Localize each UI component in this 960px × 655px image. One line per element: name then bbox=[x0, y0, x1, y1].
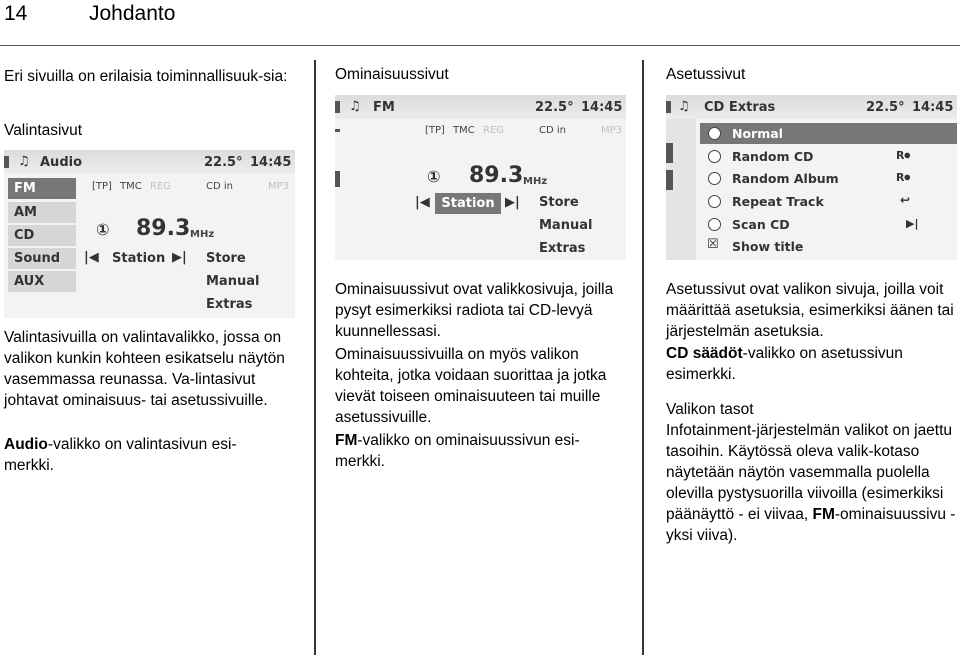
radio-random-album-icon bbox=[708, 172, 721, 185]
menu-item-cd: CD bbox=[8, 225, 76, 246]
option-normal: Normal bbox=[732, 126, 783, 141]
menu-item-sound: Sound bbox=[8, 248, 76, 269]
frequency: 89.3 bbox=[469, 163, 524, 188]
menu-item-am: AM bbox=[8, 202, 76, 223]
col1-paragraph-2-rest: -valikko on valintasivun esi-merkki. bbox=[4, 436, 237, 474]
station-button: Station bbox=[435, 193, 501, 214]
col3-paragraph-3-a: Infotainment-järjestelmän valikot on jaettu tasoihin. Käytössä oleva valik-kotaso näytetään näytön vasemmalla puolella olevilla pystysuorilla viivoilla (esimerkiksi päänäyttö - ei viivaa, bbox=[666, 422, 953, 523]
screen-title: CD Extras bbox=[704, 100, 776, 115]
audio-menu-name: Audio bbox=[4, 436, 48, 453]
store-label: Store bbox=[539, 195, 579, 210]
frequency-unit: MHz bbox=[523, 176, 548, 187]
page-number: 14 bbox=[4, 2, 28, 25]
screen-temp: 22.5° bbox=[535, 100, 574, 115]
mp3-label: MP3 bbox=[268, 181, 290, 192]
tp-label: [TP] bbox=[92, 181, 112, 192]
fm-menu-name-2: FM bbox=[812, 506, 835, 523]
tp-label: [TP] bbox=[425, 125, 445, 136]
music-note-icon: ♫ bbox=[678, 99, 690, 114]
header-rule bbox=[0, 45, 960, 46]
col2-paragraph-3-rest: -valikko on ominaisuussivun esi-merkki. bbox=[335, 432, 580, 470]
chapter-title: Johdanto bbox=[89, 2, 176, 25]
option-random-cd: Random CD bbox=[732, 149, 814, 164]
preset-icon: ① bbox=[427, 167, 441, 186]
checkbox-show-title-icon: ☒ bbox=[707, 237, 719, 252]
tmc-label: TMC bbox=[453, 125, 475, 136]
heading-asetussivut: Asetussivut bbox=[666, 66, 746, 83]
col3-paragraph-3-b: -ominaisuussivu - yksi viiva). bbox=[666, 506, 956, 544]
station-label: Station bbox=[112, 251, 166, 266]
radio-normal-icon bbox=[708, 127, 721, 140]
col3-paragraph-1: Asetussivut ovat valikon sivuja, joilla voit määrittää asetuksia, esimerkiksi äänen tai järjestelmän asetuksia. bbox=[666, 281, 954, 340]
option-scan-cd: Scan CD bbox=[732, 217, 790, 232]
screen-title: Audio bbox=[40, 155, 83, 170]
frequency-unit: MHz bbox=[190, 229, 215, 240]
screen-temp: 22.5° bbox=[204, 155, 243, 170]
heading-valintasivut: Valintasivut bbox=[4, 122, 83, 139]
screen-temp: 22.5° bbox=[866, 100, 905, 115]
mp3-label: MP3 bbox=[601, 125, 623, 136]
heading-valikon-tasot: Valikon tasot bbox=[666, 401, 754, 418]
repeat-icon: ↩ bbox=[900, 193, 911, 207]
screen-time: 14:45 bbox=[912, 100, 954, 115]
cd-saadot-menu-name: CD säädöt bbox=[666, 345, 743, 362]
seek-back-icon: |◀ bbox=[84, 250, 99, 265]
manual-label: Manual bbox=[539, 218, 593, 233]
cdin-label: CD in bbox=[206, 181, 233, 192]
seek-forward-icon: ▶| bbox=[505, 195, 520, 210]
col2-paragraph-3 bbox=[335, 430, 615, 472]
menu-item-fm: FM bbox=[8, 178, 76, 199]
tmc-label: TMC bbox=[120, 181, 142, 192]
store-label: Store bbox=[206, 251, 246, 266]
frequency: 89.3 bbox=[136, 216, 191, 241]
option-repeat-track: Repeat Track bbox=[732, 194, 824, 209]
extras-label: Extras bbox=[206, 297, 253, 312]
reg-label: REG bbox=[483, 125, 505, 136]
col3-paragraph-3 bbox=[666, 420, 958, 546]
radio-repeat-track-icon bbox=[708, 195, 721, 208]
fm-menu-name: FM bbox=[335, 432, 358, 449]
seek-back-icon: |◀ bbox=[415, 195, 430, 210]
random-album-icon: R⏺ bbox=[896, 171, 910, 184]
fm-screen-image bbox=[335, 95, 626, 260]
music-note-icon: ♫ bbox=[349, 99, 361, 114]
scan-icon: ▶| bbox=[906, 217, 919, 230]
seek-forward-icon: ▶| bbox=[172, 250, 187, 265]
random-icon: R⏺ bbox=[896, 149, 910, 162]
cdin-label: CD in bbox=[539, 125, 566, 136]
screen-title: FM bbox=[373, 100, 395, 115]
screen-time: 14:45 bbox=[250, 155, 292, 170]
menu-item-aux: AUX bbox=[8, 271, 76, 292]
radio-random-cd-icon bbox=[708, 150, 721, 163]
intro-text: Eri sivuilla on erilaisia toiminnallisuuk-sia: bbox=[4, 68, 288, 85]
radio-scan-cd-icon bbox=[708, 218, 721, 231]
col1-paragraph-1: Valintasivuilla on valintavalikko, jossa on valikon kunkin kohteen esikatselu näytön vasemmassa reunassa. Va-lintasivut johtavat ominaisuus- tai asetussivuille. bbox=[4, 329, 285, 409]
manual-label: Manual bbox=[206, 274, 260, 289]
col1-paragraph-2 bbox=[4, 434, 284, 476]
option-random-album: Random Album bbox=[732, 171, 839, 186]
option-show-title: Show title bbox=[732, 239, 804, 254]
preset-icon: ① bbox=[96, 220, 110, 239]
reg-label: REG bbox=[150, 181, 172, 192]
col2-paragraph-2: Ominaisuussivuilla on myös valikon kohteita, jotka voidaan suorittaa ja jotka vievät toiseen ominaisuuteen tai muille asetussivuille. bbox=[335, 346, 607, 426]
extras-label: Extras bbox=[539, 241, 586, 256]
col2-paragraph-1: Ominaisuussivut ovat valikkosivuja, joilla pysyt esimerkiksi radiota tai CD-levyä kuunnellessasi. bbox=[335, 281, 614, 340]
cd-extras-screen-image bbox=[666, 95, 957, 260]
music-note-icon: ♫ bbox=[18, 154, 30, 169]
col3-paragraph-2-rest: -valikko on asetussivun esimerkki. bbox=[666, 345, 903, 383]
heading-ominaisuussivut: Ominaisuussivut bbox=[335, 66, 449, 83]
screen-time: 14:45 bbox=[581, 100, 623, 115]
col3-paragraph-2 bbox=[666, 343, 958, 385]
column-divider-1 bbox=[314, 60, 316, 655]
audio-screen-image bbox=[4, 150, 295, 318]
column-divider-2 bbox=[642, 60, 644, 655]
